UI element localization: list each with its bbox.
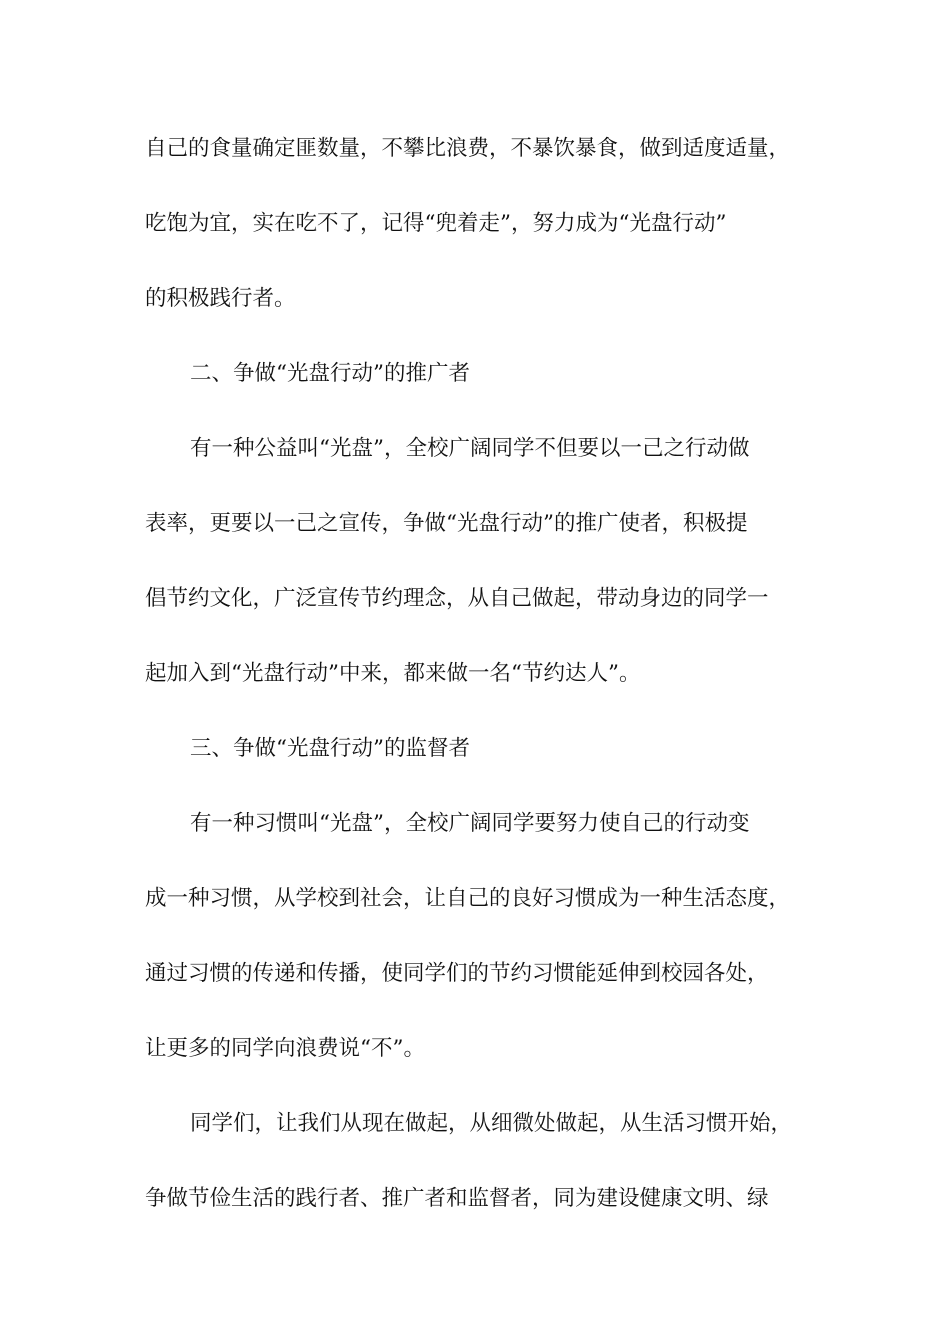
section-heading: 三、争做“光盘行动”的监督者 xyxy=(190,736,470,761)
paragraph-line: 的积极践行者。 xyxy=(145,286,296,311)
paragraph-line: 吃饱为宜，实在吃不了，记得“兜着走”，努力成为“光盘行动” xyxy=(145,211,727,236)
paragraph-line: 同学们，让我们从现在做起，从细微处做起，从生活习惯开始， xyxy=(190,1111,793,1136)
paragraph-line: 起加入到“光盘行动”中来，都来做一名“节约达人”。 xyxy=(145,661,641,686)
paragraph-line: 通过习惯的传递和传播，使同学们的节约习惯能延伸到校园各处， xyxy=(145,961,769,986)
paragraph-line: 表率，更要以一己之宣传，争做“光盘行动”的推广使者，积极提 xyxy=(145,511,748,536)
paragraph-line: 成一种习惯，从学校到社会，让自己的良好习惯成为一种生活态度， xyxy=(145,886,791,911)
paragraph-line: 让更多的同学向浪费说“不”。 xyxy=(145,1036,425,1061)
paragraph-line: 自己的食量确定匪数量，不攀比浪费，不暴饮暴食，做到适度适量， xyxy=(145,136,791,161)
paragraph-line: 有一种公益叫“光盘”，全校广阔同学不但要以一己之行动做 xyxy=(190,436,750,461)
paragraph-line: 倡节约文化，广泛宣传节约理念，从自己做起，带动身边的同学一 xyxy=(145,586,769,611)
paragraph-line: 争做节俭生活的践行者、推广者和监督者，同为建设健康文明、绿 xyxy=(145,1186,769,1211)
section-heading: 二、争做“光盘行动”的推广者 xyxy=(190,361,470,386)
paragraph-line: 有一种习惯叫“光盘”，全校广阔同学要努力使自己的行动变 xyxy=(190,811,750,836)
